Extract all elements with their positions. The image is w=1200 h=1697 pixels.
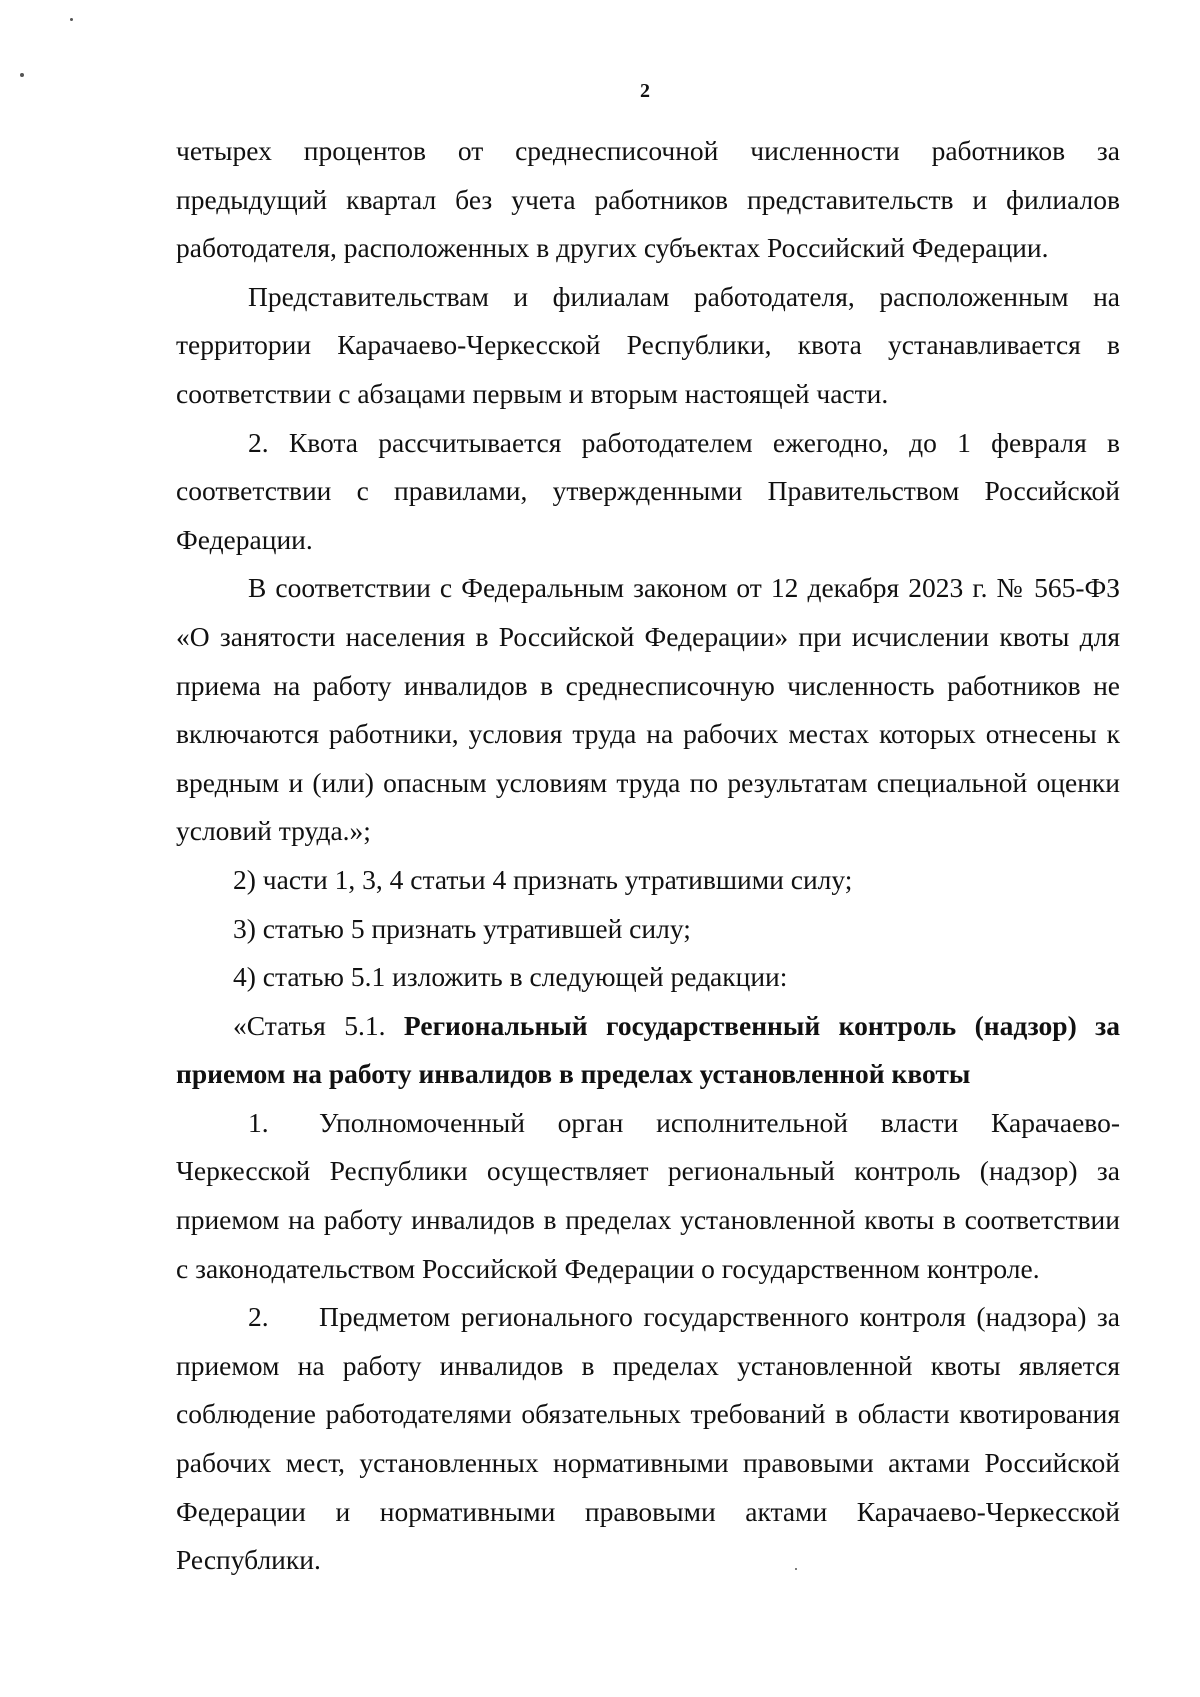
article-section-1 [176,1099,1120,1293]
paragraph-quota-calculation: 2. Квота рассчитывается работодателем ежегодно, до 1 февраля в соответствии с правилами, утвержденными Правительством Российской Федерации. [176,426,1120,555]
list-item-2: 2) части 1, 3, 4 статьи 4 признать утратившими силу; [233,863,853,895]
page-number: 2 [640,80,650,102]
article-heading-title: Региональный государственный контроль (надзор) за приемом на работу инвалидов в пределах установленной квоты [176,1009,1120,1090]
scan-speck [70,18,73,21]
paragraph-quota-percent: четырех процентов от среднесписочной численности работников за предыдущий квартал без учета работников представительств и филиалов работодателя, расположенных в других субъектах Российский Федерации. [176,135,1120,264]
article-heading-prefix: «Статья 5.1. [233,1009,404,1041]
section-2-text: Предметом регионального государственного контроля (надзора) за приемом на работу инвалидов в пределах установленной квоты является соблюдение работодателями обязательных требований в области квотирования рабочих мест, установленных нормативными правовыми актами Российской Федерации и нормативными правовыми актами Карачаево-Черкесской Республики. [176,1301,1120,1576]
list-item-3: 3) статью 5 признать утратившей силу; [233,912,691,944]
article-section-2 [176,1293,1120,1585]
section-1-text: Уполномоченный орган исполнительной власти Карачаево-Черкесской Республики осуществляет региональный контроль (надзор) за приемом на работу инвалидов в пределах установленной квоты в соответствии с законодательством Российской Федерации о государственном контроле. [176,1106,1120,1284]
section-1-number: 1. [248,1106,269,1138]
scan-speck [795,1568,797,1570]
list-item-4: 4) статью 5.1 изложить в следующей редакции: [233,961,788,993]
paragraph-federal-law: В соответствии с Федеральным законом от 12 декабря 2023 г. № 565-ФЗ «О занятости населения в Российской Федерации» при исчислении квоты для приема на работу инвалидов в среднесписочную численность работников не включаются работники, условия труда на рабочих местах которых отнесены к вредным и (или) опасным условиям труда по результатам специальной оценки условий труда.»; [176,572,1120,847]
document-body [176,127,1120,1585]
article-heading [176,1002,1120,1099]
scan-speck [20,73,24,77]
section-2-number: 2. [248,1301,269,1333]
paragraph-branches: Представительствам и филиалам работодателя, расположенным на территории Карачаево-Черкесской Республики, квота устанавливается в соответствии с абзацами первым и вторым настоящей части. [176,280,1120,409]
